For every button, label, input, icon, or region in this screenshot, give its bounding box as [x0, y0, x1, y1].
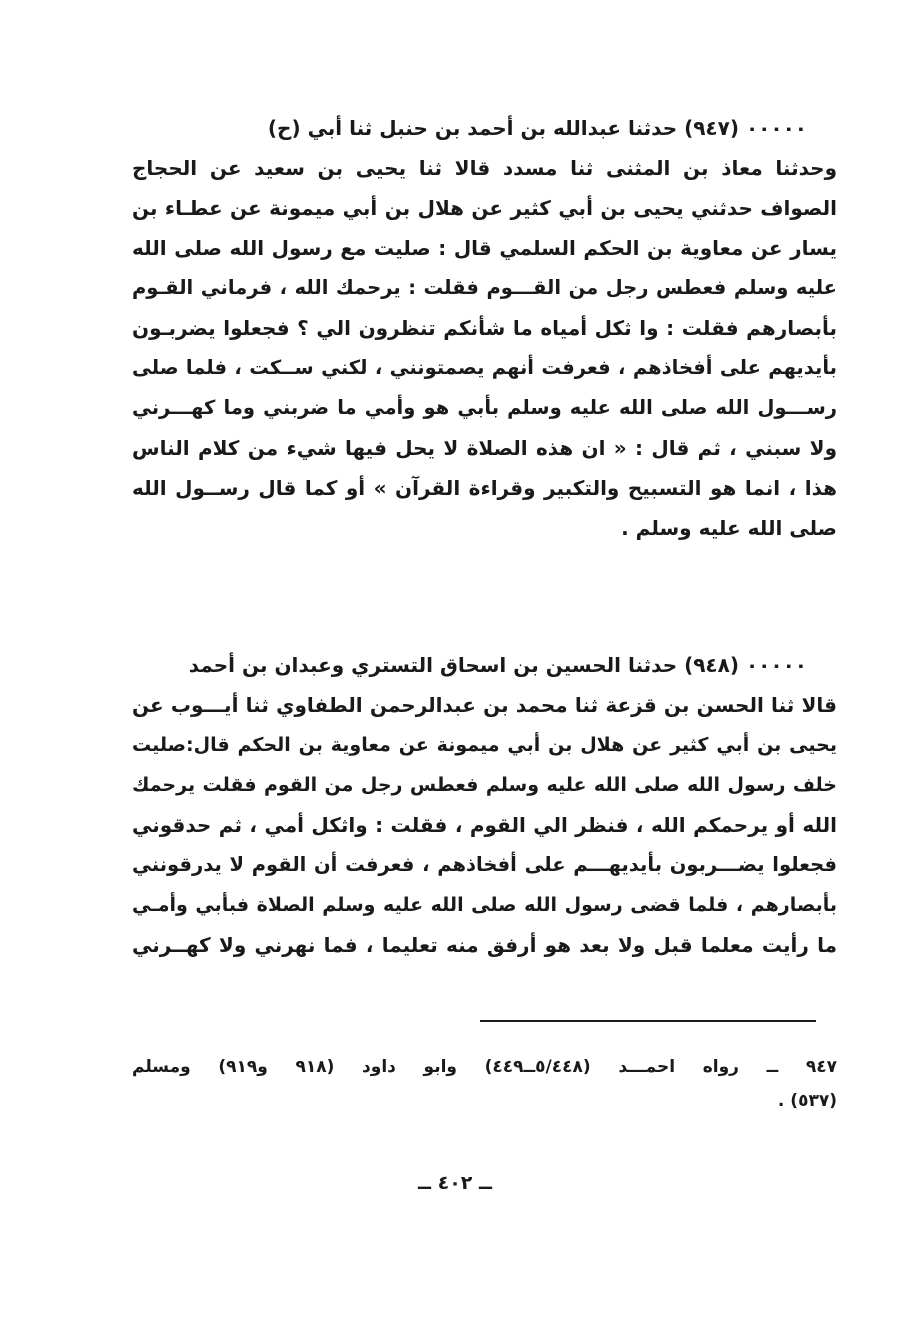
text-line: يحيى بن أبي كثير عن هلال بن أبي ميمونة عن معاوية بن الحكم قال:صليت	[132, 734, 837, 756]
text-line: خلف رسول الله صلى الله عليه وسلم فعطس رجل من القوم فقلت يرحمك	[132, 774, 837, 796]
text-line: ولا سبني ، ثم قال : « ان هذه الصلاة لا يحل فيها شيء من كلام الناس	[132, 436, 837, 460]
text-line: بأيديهم على أفخاذهم ، فعرفت أنهم يصمتونني ، لكني ســكت ، فلما صلى	[132, 356, 837, 379]
text-line: صلى الله عليه وسلم .	[621, 516, 837, 540]
footnote-line: ٩٤٧ ــ رواه احمـــد (٥/٤٤٨ــ٤٤٩) وابو داود (٩١٨ و٩١٩) ومسلم	[132, 1057, 837, 1077]
text-line: رســـول الله صلى الله عليه وسلم بأبي هو وأمي ما ضربني وما كهـــرني	[132, 396, 837, 419]
footnote-divider	[480, 1020, 816, 1022]
hadith-948-paragraph	[132, 645, 837, 965]
text-line: الصواف حدثني يحيى بن أبي كثير عن هلال بن أبي ميمونة عن عطـاء بن	[132, 196, 837, 220]
text-line: عليه وسلم فعطس رجل من القـــوم فقلت : يرحمك الله ، فرماني القـوم	[132, 276, 837, 299]
text-line: يسار عن معاوية بن الحكم السلمي قال : صليت مع رسول الله صلى الله	[132, 236, 837, 260]
text-line: بأبصارهم ، فلما قضى رسول الله صلى الله عليه وسلم الصلاة فبأبي وأمـي	[132, 894, 837, 916]
text-line: قالا ثنا الحسن بن قزعة ثنا محمد بن عبدالرحمن الطفاوي ثنا أيـــوب عن	[132, 693, 837, 717]
text-line: بأبصارهم فقلت : وا ثكل أمياه ما شأنكم تنظرون الي ؟ فجعلوا يضربـون	[132, 316, 837, 340]
hadith-947-paragraph	[132, 108, 837, 548]
text-line: ٠٠٠٠٠ (٩٤٨) حدثنا الحسين بن اسحاق التستري وعبدان بن أحمد	[188, 653, 807, 677]
page-number: ــ ٤٠٢ ــ	[417, 1172, 492, 1194]
text-line: ما رأيت معلما قبل ولا بعد هو أرفق منه تعليما ، فما نهرني ولا كهــرني	[132, 933, 837, 957]
text-line: الله أو يرحمكم الله ، فنظر الي القوم ، فقلت : واثكل أمي ، ثم حدقوني	[132, 813, 837, 837]
footnote	[132, 1050, 837, 1118]
text-line: وحدثنا معاذ بن المثنى ثنا مسدد قالا ثنا يحيى بن سعيد عن الحجاج	[132, 156, 837, 180]
footnote-line: (٥٣٧) .	[777, 1091, 837, 1111]
text-line: ٠٠٠٠٠ (٩٤٧) حدثنا عبدالله بن أحمد بن حنبل ثنا أبي (ح)	[267, 116, 807, 140]
text-line: هذا ، انما هو التسبيح والتكبير وقراءة القرآن » أو كما قال رســول الله	[132, 476, 837, 500]
text-line: فجعلوا يضـــربون بأيديهـــم على أفخاذهم ، فعرفت أن القوم لا يدرقونني	[132, 853, 837, 876]
